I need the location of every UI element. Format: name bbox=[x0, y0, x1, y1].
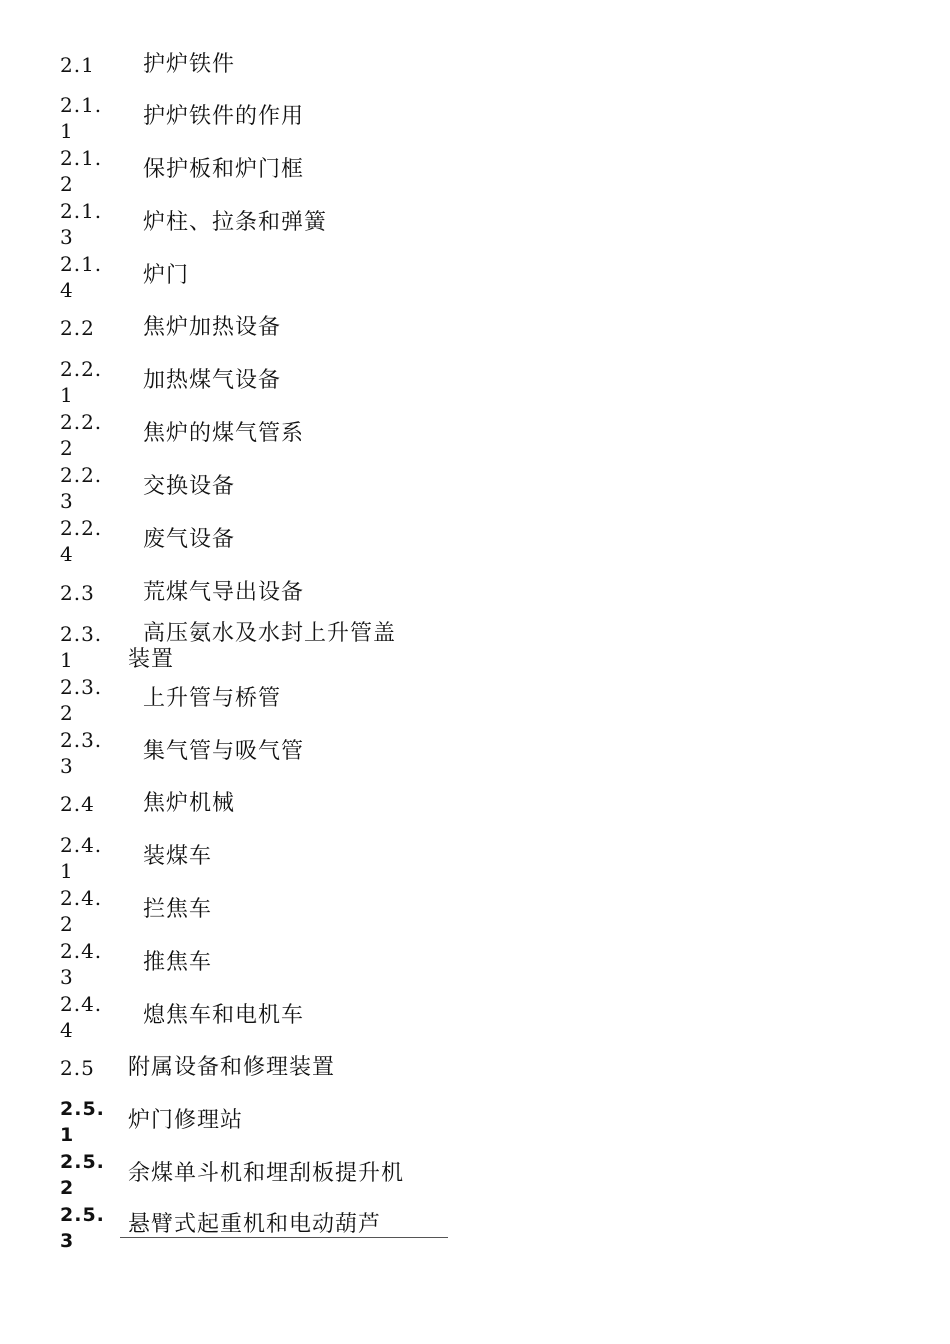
section-title: 保护板和炉门框 bbox=[143, 157, 305, 182]
section-title: 交换设备 bbox=[143, 474, 236, 499]
section-number: 2.2 bbox=[60, 316, 95, 340]
section-title: 拦焦车 bbox=[143, 897, 213, 922]
section-title: 炉柱、拉条和弹簧 bbox=[143, 210, 328, 235]
section-title: 加热煤气设备 bbox=[143, 368, 282, 393]
section-title: 熄焦车和电机车 bbox=[143, 1003, 305, 1028]
section-title: 上升管与桥管 bbox=[143, 686, 282, 711]
footer-rule bbox=[120, 1237, 448, 1238]
section-title: 高压氨水及水封上升管盖装置 bbox=[128, 621, 397, 672]
section-number: 2.4.4 bbox=[60, 992, 103, 1042]
section-number: 2.3.1 bbox=[60, 622, 103, 672]
section-number: 2.2.4 bbox=[60, 516, 103, 566]
section-title: 焦炉的煤气管系 bbox=[143, 421, 305, 446]
section-number: 2.4.1 bbox=[60, 833, 103, 883]
section-number: 2.1 bbox=[60, 53, 95, 77]
section-title: 护炉铁件的作用 bbox=[143, 104, 305, 129]
section-number: 2.1.1 bbox=[60, 93, 103, 143]
section-title: 焦炉机械 bbox=[143, 791, 236, 816]
section-number: 2.4.2 bbox=[60, 886, 103, 936]
section-number: 2.5.1 bbox=[60, 1098, 105, 1146]
section-number: 2.3 bbox=[60, 581, 95, 605]
section-number: 2.1.2 bbox=[60, 146, 103, 196]
section-number: 2.3.2 bbox=[60, 675, 103, 725]
section-number: 2.1.3 bbox=[60, 199, 103, 249]
section-title: 悬臂式起重机和电动葫芦 bbox=[128, 1212, 382, 1237]
section-title: 废气设备 bbox=[143, 527, 236, 552]
section-title: 护炉铁件 bbox=[143, 52, 236, 77]
section-title: 荒煤气导出设备 bbox=[143, 580, 305, 605]
section-number: 2.4.3 bbox=[60, 939, 103, 989]
section-number: 2.1.4 bbox=[60, 252, 103, 302]
section-title: 推焦车 bbox=[143, 950, 213, 975]
section-number: 2.2.3 bbox=[60, 463, 103, 513]
section-number: 2.5 bbox=[60, 1056, 95, 1080]
section-number: 2.5.2 bbox=[60, 1151, 105, 1199]
section-number: 2.5.3 bbox=[60, 1204, 105, 1252]
section-title: 焦炉加热设备 bbox=[143, 315, 282, 340]
section-number: 2.2.1 bbox=[60, 357, 103, 407]
section-title: 附属设备和修理装置 bbox=[128, 1055, 336, 1080]
section-title: 余煤单斗机和埋刮板提升机 bbox=[128, 1161, 405, 1186]
section-title: 炉门修理站 bbox=[128, 1108, 244, 1133]
section-title: 集气管与吸气管 bbox=[143, 739, 305, 764]
section-number: 2.3.3 bbox=[60, 728, 103, 778]
section-title: 装煤车 bbox=[143, 844, 213, 869]
section-number: 2.2.2 bbox=[60, 410, 103, 460]
section-title: 炉门 bbox=[143, 263, 190, 288]
section-number: 2.4 bbox=[60, 792, 95, 816]
